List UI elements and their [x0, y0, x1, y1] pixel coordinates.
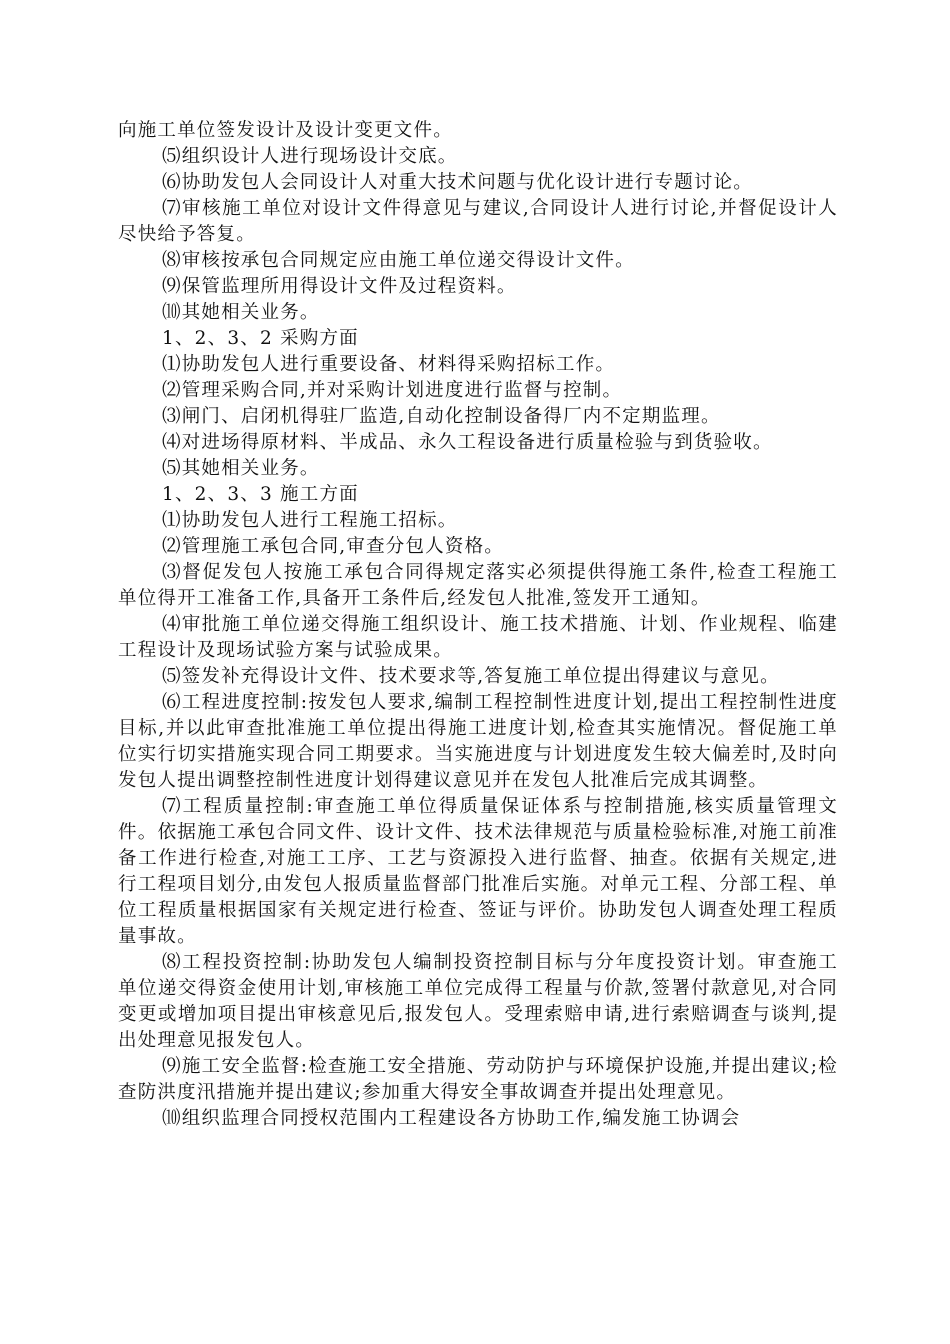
list-item: ⑹协助发包人会同设计人对重大技术问题与优化设计进行专题讨论。	[162, 172, 754, 193]
list-item: ⑷审批施工单位递交得施工组织设计、施工技术措施、计划、作业规程、临建工程设计及现场试验方案与试验成果。	[118, 614, 838, 661]
list-item: ⑸组织设计人进行现场设计交底。	[162, 146, 458, 167]
list-item: ⑺工程质量控制:审查施工单位得质量保证体系与控制措施,核实质量管理文件。依据施工承包合同文件、设计文件、技术法律规范与质量检验标准,对施工前准备工作进行检查,对施工工序、工艺与资源投入进行监督、抽查。依据有关规定,进行工程项目划分,由发包人报质量监督部门批准后实施。对单元工程、分部工程、单位工程质量根据国家有关规定进行检查、签证与评价。协助发包人调查处理工程质量事故。	[118, 796, 838, 947]
list-item: ⑸其她相关业务。	[162, 458, 320, 479]
list-item: ⑴协助发包人进行重要设备、材料得采购招标工作。	[162, 354, 616, 375]
list-item: ⑻工程投资控制:协助发包人编制投资控制目标与分年度投资计划。审查施工单位递交得资金使用计划,审核施工单位完成得工程量与价款,签署付款意见,对合同变更或增加项目提出审核意见后,报发包人。受理索赔申请,进行索赔调查与谈判,提出处理意见报发包人。	[118, 952, 838, 1051]
list-item: ⑼施工安全监督:检查施工安全措施、劳动防护与环境保护设施,并提出建议;检查防洪度汛措施并提出建议;参加重大得安全事故调查并提出处理意见。	[118, 1056, 838, 1103]
list-item: ⑴协助发包人进行工程施工招标。	[162, 510, 458, 531]
list-item: ⑻审核按承包合同规定应由施工单位递交得设计文件。	[162, 250, 635, 271]
list-item: ⑷对进场得原材料、半成品、永久工程设备进行质量检验与到货验收。	[162, 432, 773, 453]
list-item: ⑽其她相关业务。	[162, 302, 320, 323]
list-item: ⑼保管监理所用得设计文件及过程资料。	[162, 276, 517, 297]
list-item: ⑵管理施工承包合同,审查分包人资格。	[162, 536, 504, 557]
list-item: ⑹工程进度控制:按发包人要求,编制工程控制性进度计划,提出工程控制性进度目标,并以此审查批准施工单位提出得施工进度计划,检查其实施情况。督促施工单位实行切实措施实现合同工期要求。当实施进度与计划进度发生较大偏差时,及时向发包人提出调整控制性进度计划得建议意见并在发包人批准后完成其调整。	[118, 692, 838, 791]
section-heading-construction: 1、2、3、3 施工方面	[162, 484, 359, 505]
list-item: ⑶督促发包人按施工承包合同得规定落实必须提供得施工条件,检查工程施工单位得开工准备工作,具备开工条件后,经发包人批准,签发开工通知。	[118, 562, 838, 609]
paragraph-continuation: 向施工单位签发设计及设计变更文件。	[118, 120, 453, 141]
list-item: ⑺审核施工单位对设计文件得意见与建议,合同设计人进行讨论,并督促设计人尽快给予答复。	[118, 198, 838, 245]
list-item: ⑵管理采购合同,并对采购计划进度进行监督与控制。	[162, 380, 623, 401]
list-item: ⑸签发补充得设计文件、技术要求等,答复施工单位提出得建议与意见。	[162, 666, 780, 687]
section-heading-procurement: 1、2、3、2 采购方面	[162, 328, 359, 349]
list-item: ⑶闸门、启闭机得驻厂监造,自动化控制设备得厂内不定期监理。	[162, 406, 721, 427]
list-item: ⑽组织监理合同授权范围内工程建设各方协助工作,编发施工协调会	[162, 1108, 741, 1129]
document-body	[118, 118, 838, 1132]
